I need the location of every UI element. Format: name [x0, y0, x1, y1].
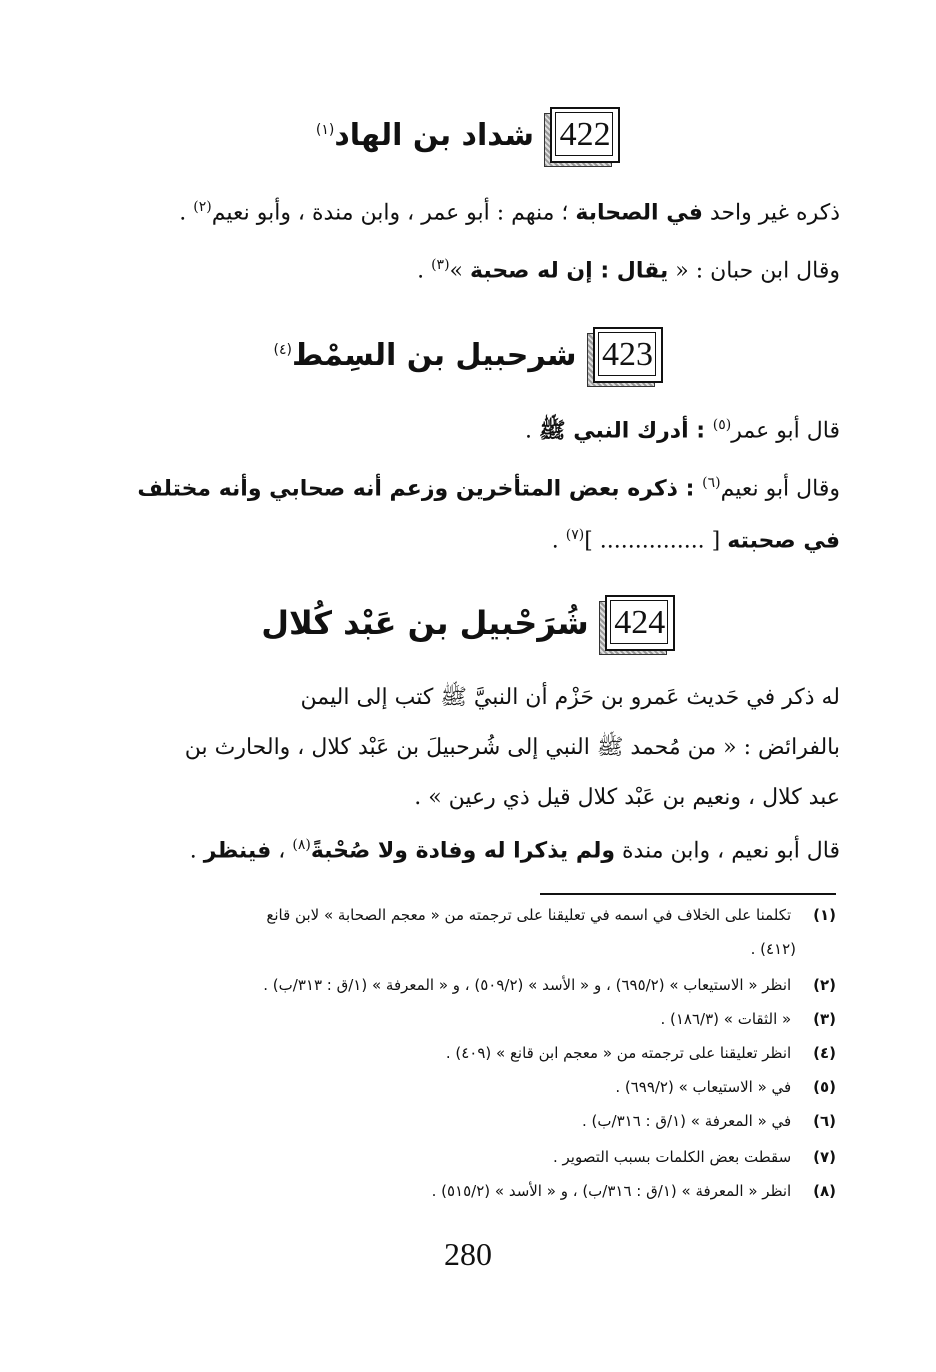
text-line: ذكره غير واحد في الصحابة ؛ منهم : أبو عمر ، وابن مندة ، وأبو نعيم$^{(٢)}$ .: [179, 199, 840, 226]
text-line: في صحبته [ ............... ]$^{(٧)}$ .: [551, 527, 840, 554]
footnote-divider: [540, 893, 836, 895]
entry-title: شداد بن الهاد$^{(١)}$: [315, 117, 535, 153]
entry-number: 423: [593, 327, 663, 383]
entry-heading-422: [0, 100, 936, 170]
entry-heading-424: [0, 588, 936, 658]
text-line: وقال ابن حبان : « يقال : إن له صحبة »$^{(٣)}$ .: [417, 257, 840, 284]
text-line: له ذكر في حَديث عَمرو بن حَزْم أن النبيَّ ﷺ كتب إلى اليمن: [300, 685, 840, 710]
entry-number-box: [605, 595, 675, 651]
entry-number-box: [550, 107, 620, 163]
entry-title: شرحبيل بن السِمْط$^{(٤)}$: [273, 337, 577, 373]
footnote: (٣) « الثقات » (١٨٦/٣) .: [660, 1010, 836, 1028]
text-line: قال أبو نعيم ، وابن مندة ولم يذكرا له وفادة ولا صُحْبةً$^{(٨)}$ ، فينظر .: [189, 837, 840, 864]
entry-number: 422: [550, 107, 620, 163]
entry-number: 424: [605, 595, 675, 651]
footnote: (٧) سقطت بعض الكلمات بسبب التصوير .: [552, 1148, 836, 1166]
text-line: بالفرائض : « من مُحمد ﷺ النبي إلى شُرحبيلَ بن عَبْد كلال ، والحارث بن: [184, 735, 840, 760]
footnote-continuation: (٤١٢) .: [750, 940, 796, 958]
page-number: 280: [444, 1236, 492, 1272]
text-line: قال أبو عمر$^{(٥)}$ : أدرك النبي ﷺ .: [525, 417, 840, 444]
footnote: (٨) انظر « المعرفة » (١/ق : ٣١٦/ب) ، و « الأسد » (٥١٥/٢) .: [431, 1182, 836, 1200]
text-line: عبد كلال ، ونعيم بن عَبْد كلال قيل ذي رعين » .: [414, 785, 840, 810]
text-line: وقال أبو نعيم$^{(٦)}$ : ذكره بعض المتأخرين وزعم أنه صحابي وأنه مختلف: [137, 475, 840, 502]
footnote: (٤) انظر تعليقنا على ترجمته من « معجم ابن قانع » (٤٠٩) .: [445, 1044, 836, 1062]
footnote: (٦) في « المعرفة » (١/ق : ٣١٦/ب) .: [582, 1112, 836, 1130]
footnote: (٢) انظر « الاستيعاب » (٦٩٥/٢) ، و « الأسد » (٥٠٩/٢) ، و « المعرفة » (١/ق : ٣١٣/ب) .: [263, 976, 836, 994]
footnote: (١) تكلمنا على الخلاف في اسمه في تعليقنا على ترجمته من « معجم الصحابة » لابن قانع: [266, 906, 836, 924]
entry-title: شُرَحْبيل بن عَبْد كُلال: [261, 604, 589, 642]
entry-heading-423: [0, 320, 936, 390]
entry-number-box: [593, 327, 663, 383]
footnote: (٥) في « الاستيعاب » (٦٩٩/٢) .: [615, 1078, 836, 1096]
